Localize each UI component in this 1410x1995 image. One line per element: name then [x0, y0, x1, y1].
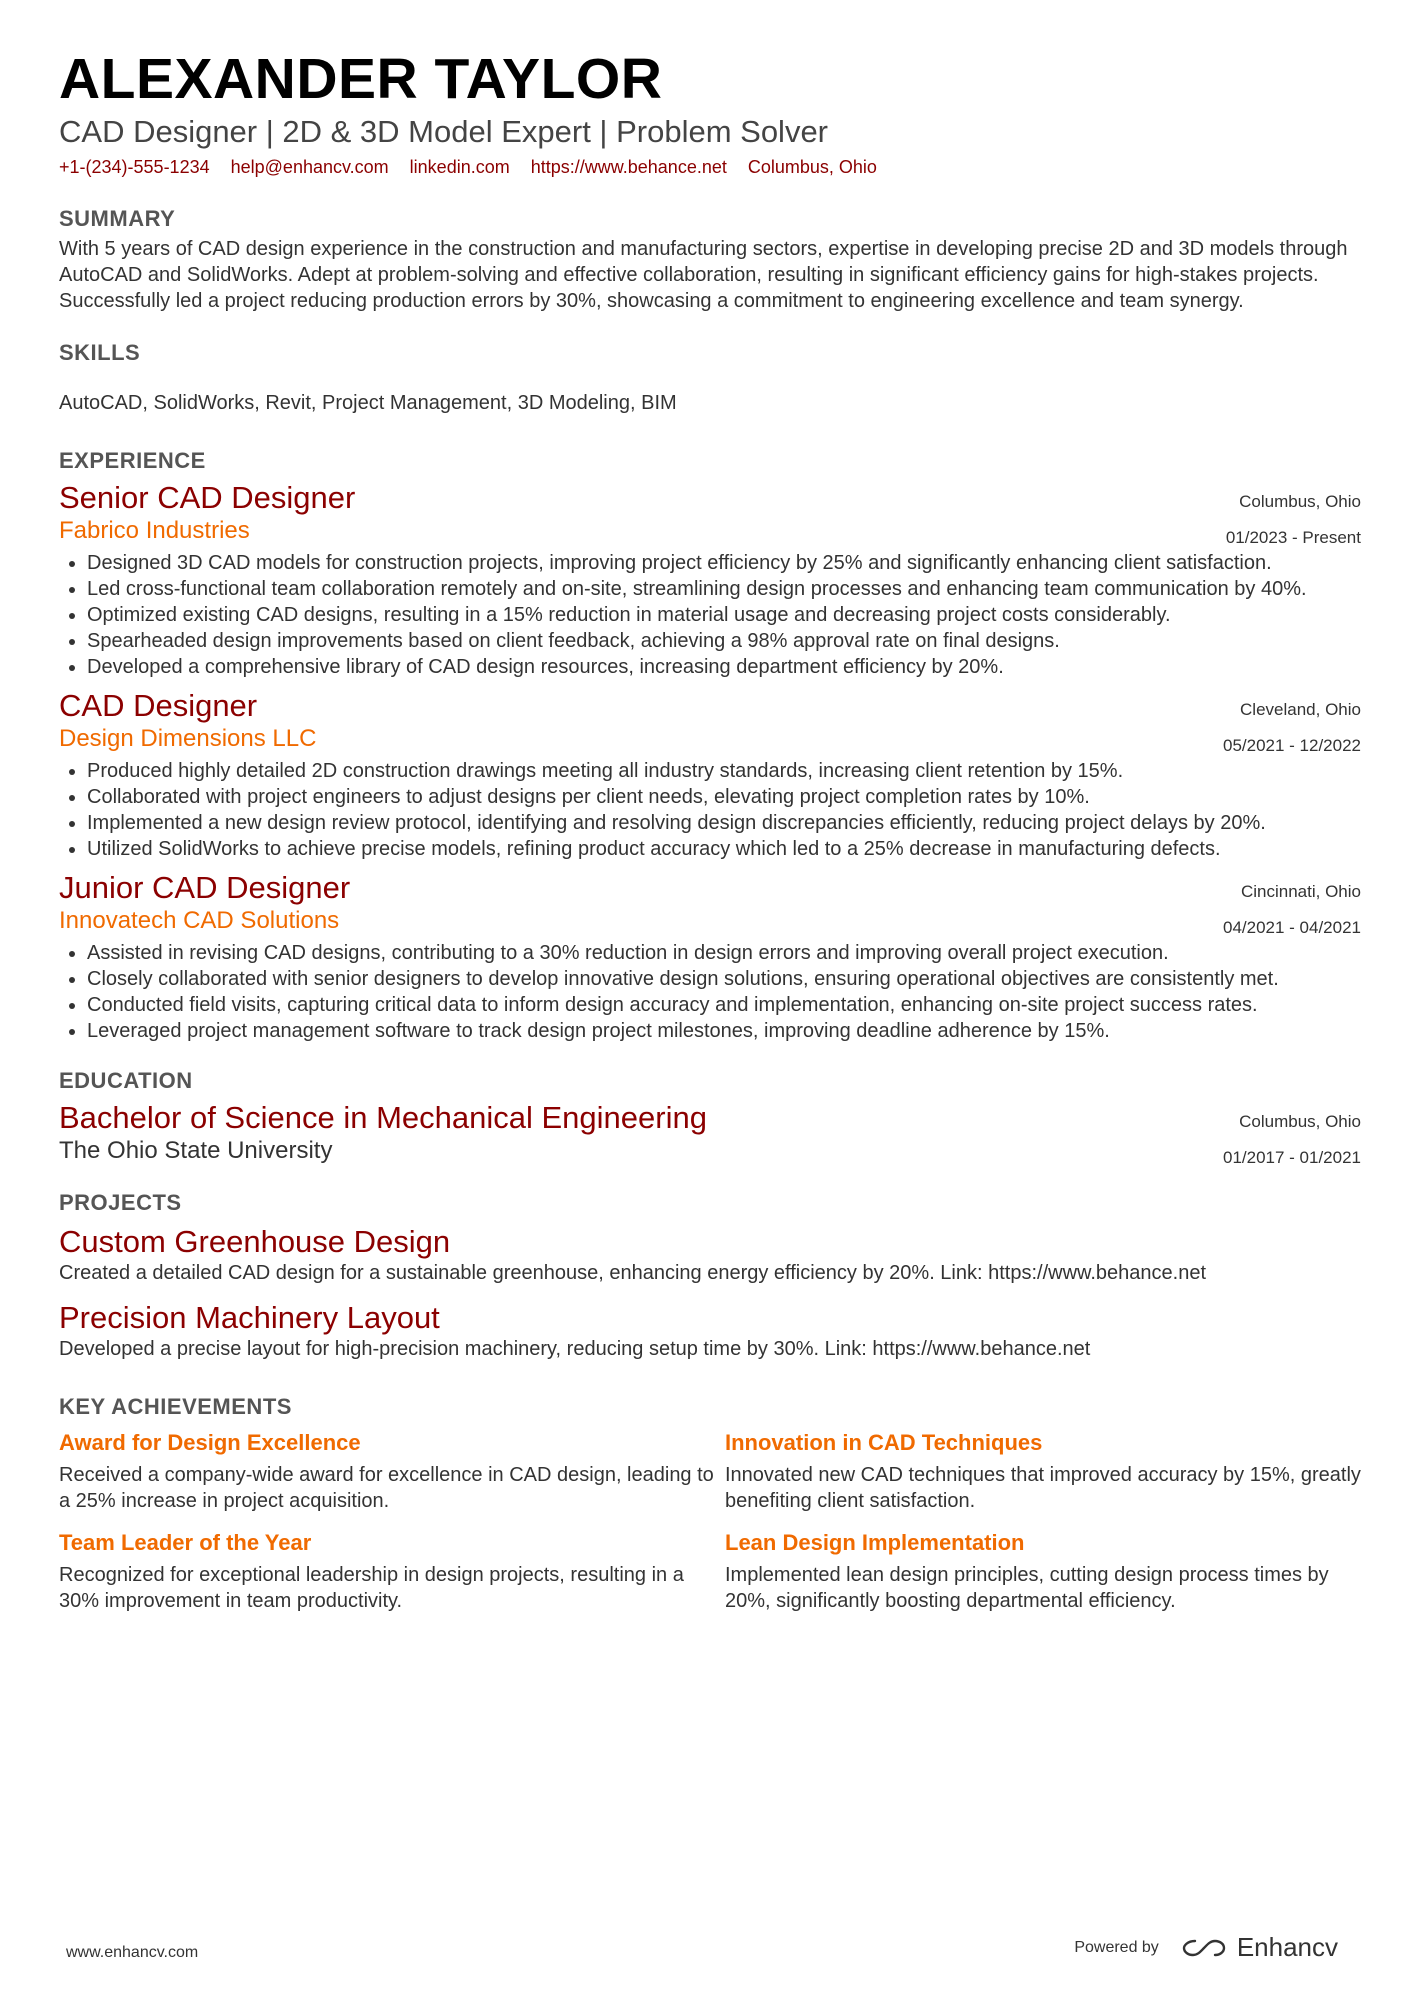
bullet-item: • Closely collaborated with senior designers to develop innovative design solutions, ensuring operational objectives are consistently met.: [87, 966, 1361, 992]
achievement-item: [725, 1428, 1361, 1514]
job-title: Junior CAD Designer: [59, 870, 351, 905]
powered-by-label: Powered by: [1074, 1938, 1159, 1956]
bullet-item: • Produced highly detailed 2D construction drawings meeting all industry standards, increasing client retention by 15%.: [87, 758, 1361, 784]
section-title-education: EDUCATION: [59, 1068, 193, 1093]
job-location: Columbus, Ohio: [1239, 492, 1361, 511]
job-dates: 04/2021 - 04/2021: [1222, 918, 1361, 937]
achievement-description: Received a company-wide award for excellence in CAD design, leading to a 25% increase in project acquisition.: [59, 1464, 714, 1512]
bullet-item: • Optimized existing CAD designs, resulting in a 15% reduction in material usage and decreasing project costs considerably.: [87, 602, 1361, 628]
education-meta: [1223, 1104, 1361, 1176]
bullet-item: • Utilized SolidWorks to achieve precise models, refining product accuracy which led to a 25% decrease in manufacturing defects.: [87, 836, 1361, 862]
candidate-name: ALEXANDER TAYLOR: [59, 47, 663, 111]
contact-website[interactable]: https://www.behance.net: [530, 157, 727, 177]
bullet-item: • Implemented a new design review protocol, identifying and resolving design discrepancies efficiently, reducing project delays by 20%.: [87, 810, 1361, 836]
project-entry: [59, 1224, 1361, 1286]
achievement-description: Recognized for exceptional leadership in design projects, resulting in a 30% improvement in team productivity.: [59, 1564, 684, 1612]
job-dates: 01/2023 - Present: [1225, 528, 1361, 547]
degree-title: Bachelor of Science in Mechanical Engineering: [59, 1100, 707, 1135]
section-title-skills: SKILLS: [59, 340, 141, 365]
school-name: The Ohio State University: [59, 1137, 333, 1164]
bullet-item: • Developed a comprehensive library of CAD design resources, increasing department efficiency by 20%.: [87, 654, 1361, 680]
summary-text: With 5 years of CAD design experience in the construction and manufacturing sectors, expertise in developing precise 2D and 3D models through AutoCAD and SolidWorks. Adept at problem-solving and effective collaboration, resulting in significant efficiency gains for high-stakes projects. Successfully led a project reducing production errors by 30%, showcasing a commitment to engineering excellence and team synergy.: [59, 238, 1348, 312]
contact-phone[interactable]: +1-(234)-555-1234: [59, 157, 210, 177]
headline: CAD Designer | 2D & 3D Model Expert | Problem Solver: [59, 114, 829, 149]
job-bullets: [59, 758, 1361, 862]
brand-name: Enhancv: [1236, 1932, 1338, 1962]
job-entry: [59, 480, 1361, 680]
achievement-description: Implemented lean design principles, cutting design process times by 20%, significantly boosting departmental efficiency.: [725, 1564, 1329, 1612]
bullet-item: • Leveraged project management software to track design project milestones, improving deadline adherence by 15%.: [87, 1018, 1361, 1044]
education-dates: 01/2017 - 01/2021: [1222, 1148, 1361, 1167]
project-entry: [59, 1300, 1361, 1362]
section-title-achievements: KEY ACHIEVEMENTS: [59, 1394, 292, 1419]
achievement-item: [59, 1428, 725, 1514]
job-title: Senior CAD Designer: [59, 480, 356, 515]
project-description: Created a detailed CAD design for a sustainable greenhouse, enhancing energy efficiency by 20%. Link: https://www.behance.net: [59, 1262, 1207, 1284]
job-company: Fabrico Industries: [59, 517, 250, 544]
education-section: [59, 1066, 1361, 1166]
achievement-title: Team Leader of the Year: [59, 1530, 312, 1555]
education-location: Columbus, Ohio: [1239, 1112, 1361, 1131]
contact-email[interactable]: help@enhancv.com: [230, 157, 389, 177]
summary-section: [59, 204, 1361, 314]
achievement-title: Lean Design Implementation: [725, 1530, 1025, 1555]
bullet-item: • Led cross-functional team collaboration remotely and on-site, streamlining design processes and enhancing team communication by 40%.: [87, 576, 1361, 602]
project-title: Custom Greenhouse Design: [59, 1224, 451, 1259]
job-company: Design Dimensions LLC: [59, 725, 317, 752]
project-title: Precision Machinery Layout: [59, 1300, 440, 1335]
job-company: Innovatech CAD Solutions: [59, 907, 340, 934]
brand-logo[interactable]: [1181, 1932, 1338, 1963]
job-dates: 05/2021 - 12/2022: [1222, 736, 1361, 755]
bullet-item: • Collaborated with project engineers to adjust designs per client needs, elevating project completion rates by 10%.: [87, 784, 1361, 810]
job-meta: [1226, 484, 1361, 556]
job-meta: [1223, 692, 1361, 764]
resume-page: [59, 48, 1361, 1614]
section-title-summary: SUMMARY: [59, 206, 176, 231]
achievement-title: Award for Design Excellence: [59, 1430, 361, 1455]
job-bullets: [59, 940, 1361, 1044]
job-bullets: [59, 550, 1361, 680]
job-location: Cleveland, Ohio: [1240, 700, 1361, 719]
achievement-description: Innovated new CAD techniques that improved accuracy by 15%, greatly benefiting client satisfaction.: [725, 1464, 1361, 1512]
contact-location: Columbus, Ohio: [747, 157, 877, 177]
section-title-experience: EXPERIENCE: [59, 448, 206, 473]
achievements-section: [59, 1392, 1361, 1614]
education-entry: [59, 1100, 1361, 1166]
experience-section: [59, 446, 1361, 1044]
projects-section: [59, 1188, 1361, 1362]
section-title-projects: PROJECTS: [59, 1190, 182, 1215]
job-location: Cincinnati, Ohio: [1240, 882, 1361, 901]
contact-line: [59, 154, 1361, 180]
bullet-item: • Designed 3D CAD models for construction projects, improving project efficiency by 25% and significantly enhancing client satisfaction.: [87, 550, 1361, 576]
enhancv-logo-icon: [1181, 1936, 1227, 1960]
job-meta: [1223, 874, 1361, 946]
achievement-item: [59, 1528, 725, 1614]
skills-text: AutoCAD, SolidWorks, Revit, Project Management, 3D Modeling, BIM: [59, 392, 677, 414]
bullet-item: • Assisted in revising CAD designs, contributing to a 30% reduction in design errors and improving overall project execution.: [87, 940, 1361, 966]
project-description: Developed a precise layout for high-precision machinery, reducing setup time by 30%. Link: https://www.behance.net: [59, 1338, 1091, 1360]
achievement-item: [725, 1528, 1361, 1614]
job-entry: [59, 688, 1361, 862]
contact-linkedin[interactable]: linkedin.com: [409, 157, 510, 177]
job-title: CAD Designer: [59, 688, 258, 723]
bullet-item: • Spearheaded design improvements based on client feedback, achieving a 98% approval rate on final designs.: [87, 628, 1361, 654]
bullet-item: • Conducted field visits, capturing critical data to inform design accuracy and implementation, enhancing on-site project success rates.: [87, 992, 1361, 1018]
achievements-grid: [59, 1428, 1361, 1614]
skills-section: [59, 338, 1361, 416]
achievement-title: Innovation in CAD Techniques: [725, 1430, 1043, 1455]
job-entry: [59, 870, 1361, 1044]
footer-website[interactable]: www.enhancv.com: [66, 1944, 199, 1961]
footer-branding: [1074, 1932, 1338, 1963]
